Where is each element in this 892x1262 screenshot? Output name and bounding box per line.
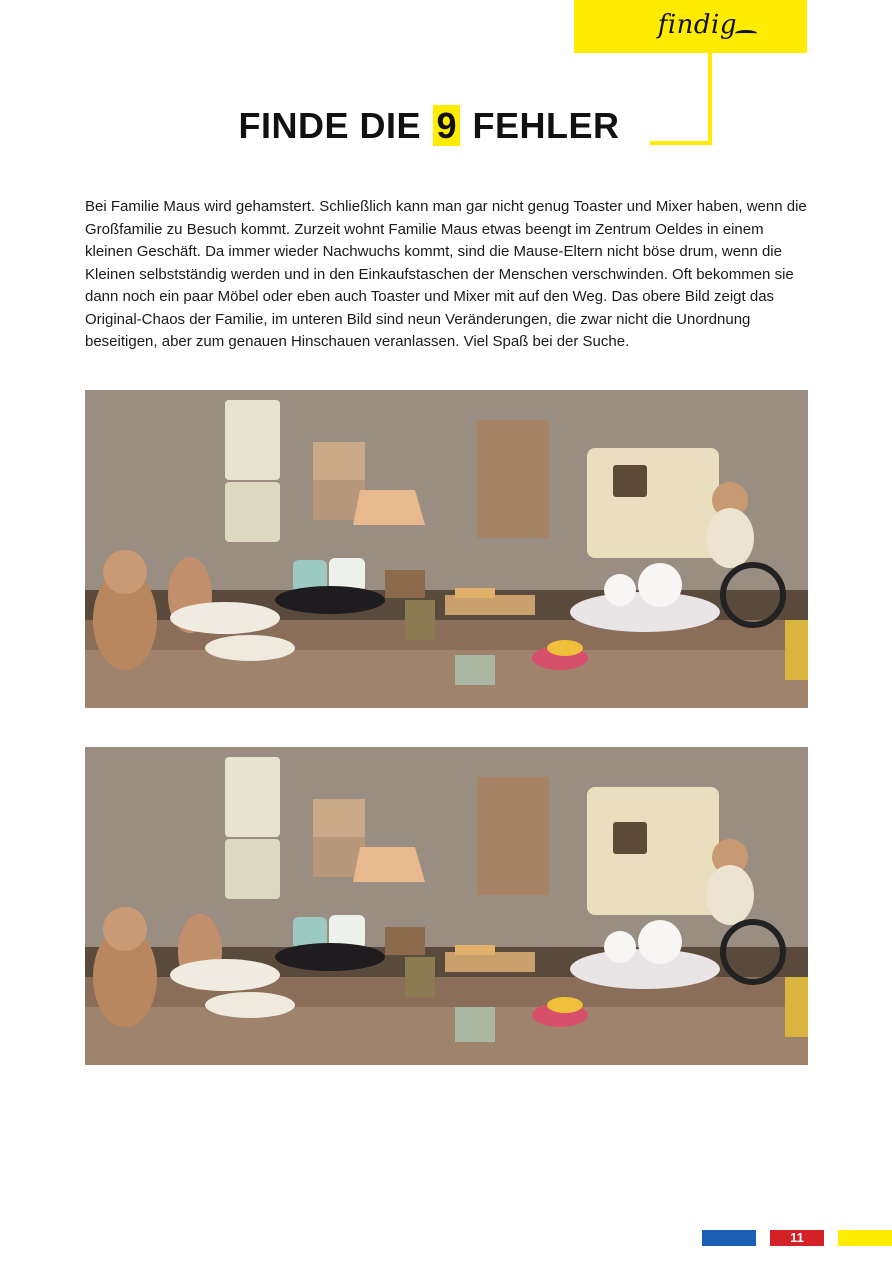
brand-logo: findig bbox=[657, 10, 737, 40]
footer-bar-blue bbox=[702, 1230, 756, 1246]
brand-logo-box bbox=[574, 0, 807, 53]
photo-original-illustration bbox=[85, 390, 808, 708]
footer-bar-yellow bbox=[838, 1230, 892, 1246]
photo-modified-illustration bbox=[85, 747, 808, 1065]
title-after: FEHLER bbox=[472, 105, 620, 146]
intro-paragraph: Bei Familie Maus wird gehamstert. Schließlich kann man gar nicht genug Toaster und Mixer haben, wenn die Großfamilie zu Besuch kommt. Zurzeit wohnt Familie Maus etwas beengt im Zentrum Oeldes in einem kleinen Geschäft. Da immer wieder Nachwuchs kommt, sind die Mause-Eltern nicht böse drum, wenn die Kleinen selbstständig werden und in den Einkaufstaschen der Menschen verschwinden. Oft bekommen sie dann noch ein paar Möbel oder eben auch Toaster und Mixer mit auf den Weg. Das obere Bild zeigt das Original-Chaos der Familie, im unteren Bild sind neun Veränderungen, die zwar nicht die Unordnung beseitigen, aber zum genauen Hinschauen veranlassen. Viel Spaß bei der Suche. bbox=[85, 198, 807, 350]
photo-original bbox=[85, 390, 808, 708]
brand-swash-icon bbox=[735, 30, 757, 37]
photo-modified bbox=[85, 747, 808, 1065]
title-number: 9 bbox=[433, 105, 460, 146]
title-before: FINDE DIE bbox=[238, 105, 421, 146]
page-title bbox=[0, 105, 858, 147]
page-number: 11 bbox=[770, 1230, 824, 1246]
